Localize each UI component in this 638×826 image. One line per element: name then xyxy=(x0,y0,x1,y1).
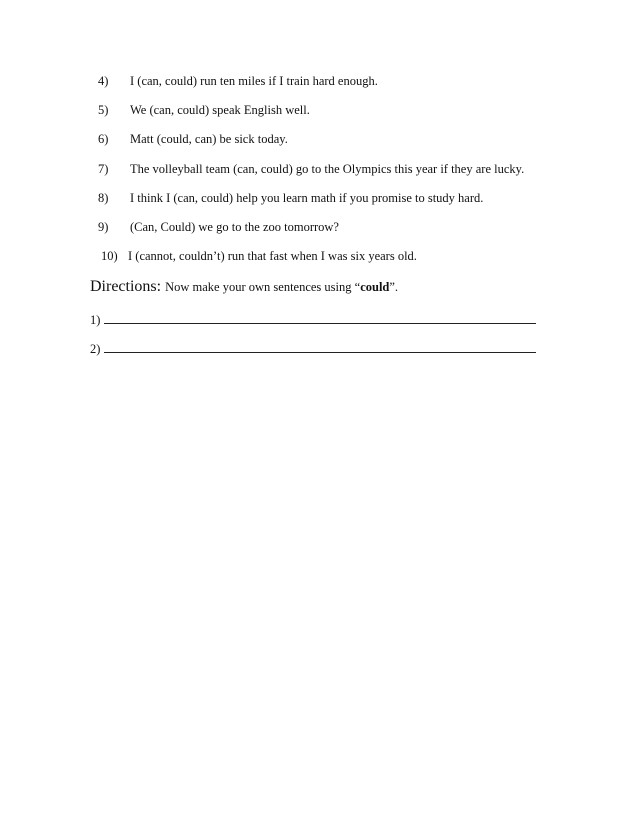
item-number: 7) xyxy=(98,162,109,176)
blank-line xyxy=(104,341,536,353)
item-text: We (can, could) speak English well. xyxy=(130,103,310,117)
answer-line xyxy=(90,312,536,328)
answer-number: 1) xyxy=(90,313,101,327)
item-number: 4) xyxy=(98,74,109,88)
item-text: I think I (can, could) help you learn math if you promise to study hard. xyxy=(130,191,484,205)
directions-text: Now make your own sentences using “could”. xyxy=(165,280,399,294)
directions-emphasis: could xyxy=(360,280,390,294)
directions xyxy=(90,278,398,296)
blank-line xyxy=(104,312,536,324)
item-text: I (cannot, couldn’t) run that fast when I was six years old. xyxy=(128,249,417,263)
item-number: 6) xyxy=(98,132,109,146)
answer-line xyxy=(90,341,536,357)
item-number: 9) xyxy=(98,220,109,234)
directions-label: Directions: xyxy=(90,278,162,295)
item-number: 10) xyxy=(101,249,118,263)
item-text: The volleyball team (can, could) go to the Olympics this year if they are lucky. xyxy=(130,162,525,176)
item-number: 5) xyxy=(98,103,109,117)
item-text: I (can, could) run ten miles if I train hard enough. xyxy=(130,74,378,88)
item-number: 8) xyxy=(98,191,109,205)
item-text: Matt (could, can) be sick today. xyxy=(130,132,288,146)
item-text: (Can, Could) we go to the zoo tomorrow? xyxy=(130,220,339,234)
answer-number: 2) xyxy=(90,342,101,356)
